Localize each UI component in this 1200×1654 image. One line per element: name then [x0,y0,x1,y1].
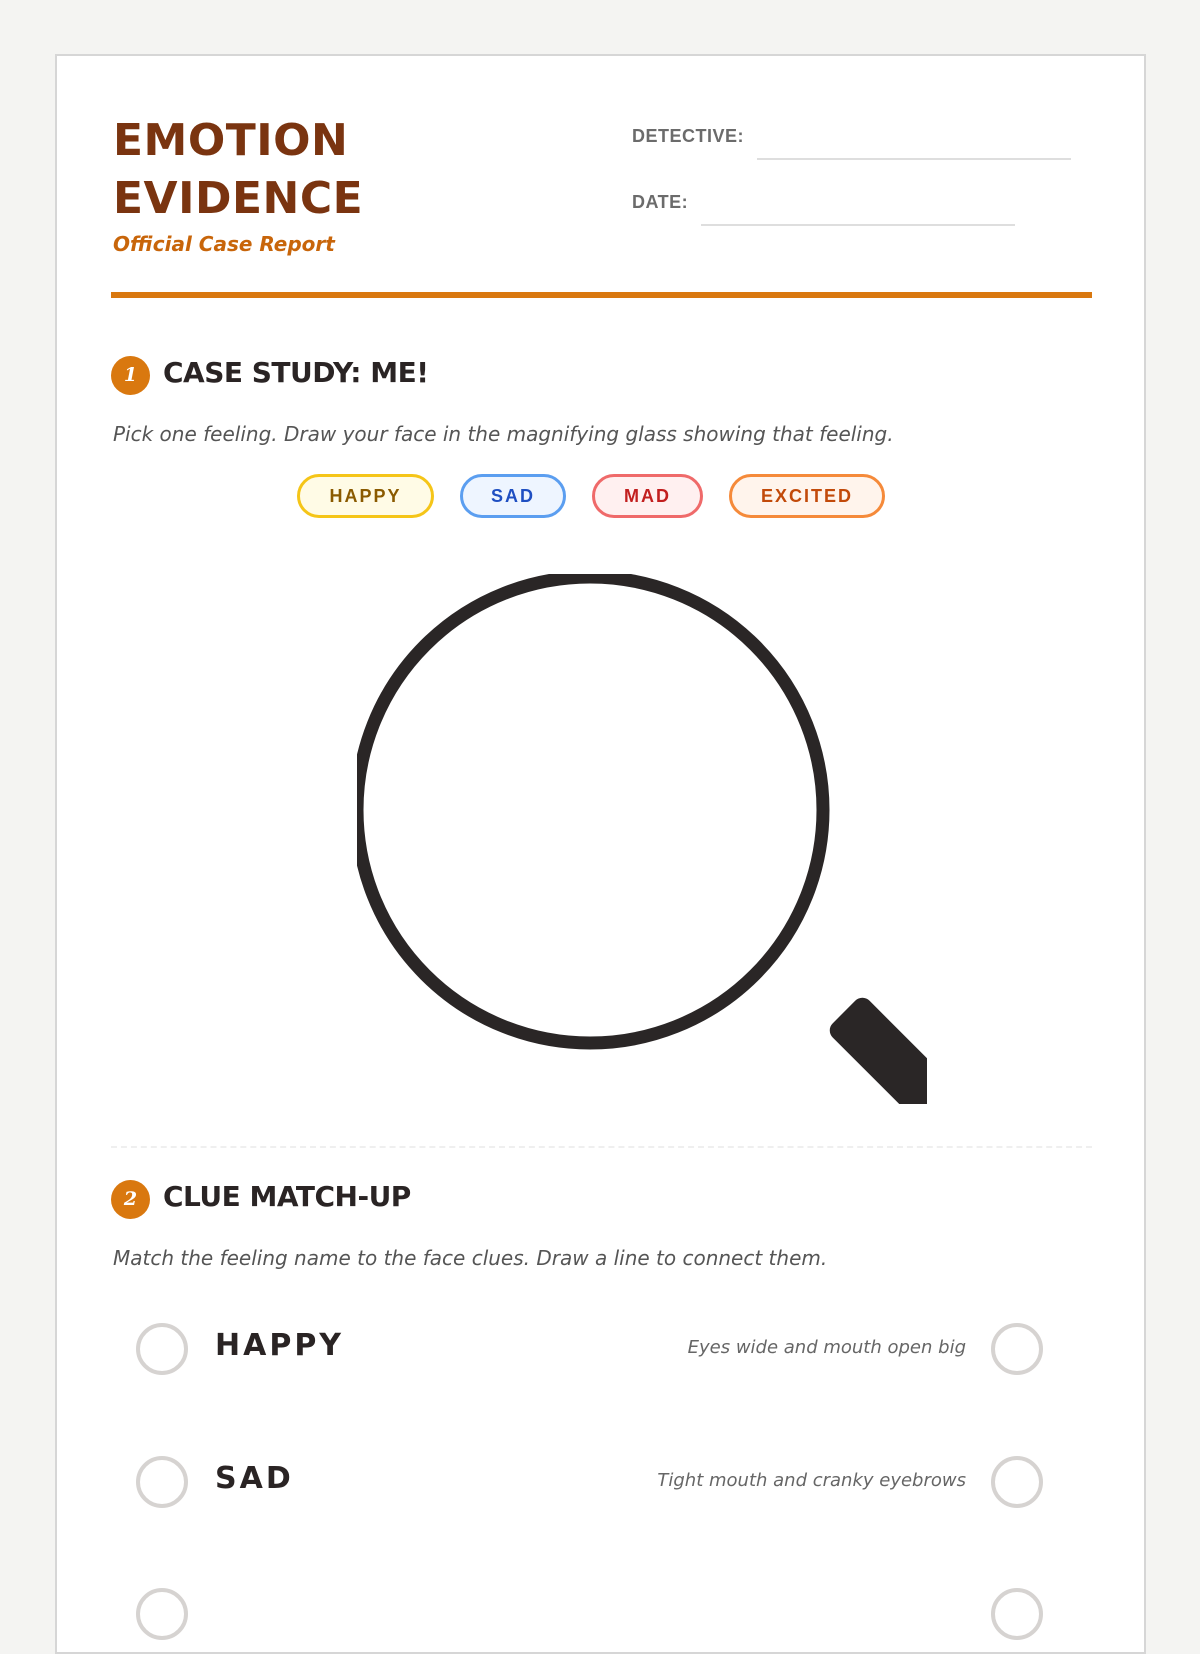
magnifier-handle [826,994,927,1104]
title-line-1: EMOTION [113,115,349,166]
date-field[interactable] [701,224,1015,226]
worksheet-page [55,54,1146,1654]
worksheet-subtitle: Official Case Report [113,232,335,256]
match-dot-right-2[interactable] [991,1456,1043,1508]
header-divider [111,292,1092,298]
worksheet-title [113,112,363,228]
section-2-instruction: Match the feeling name to the face clues. Draw a line to connect them. [113,1246,828,1270]
match-word-sad: SAD [215,1461,294,1496]
section-1-title: CASE STUDY: ME! [163,356,429,389]
magnifying-glass-drawing-area[interactable] [357,574,927,1104]
feeling-chip-happy[interactable]: HAPPY [297,474,434,518]
match-dot-left-1[interactable] [136,1323,188,1375]
match-dot-left-2[interactable] [136,1456,188,1508]
title-line-2: EVIDENCE [113,173,364,224]
step-2-badge: 2 [111,1180,150,1219]
step-1-badge: 1 [111,356,150,395]
section-2-title: CLUE MATCH-UP [163,1180,411,1213]
section-1-instruction: Pick one feeling. Draw your face in the magnifying glass showing that feeling. [113,422,894,446]
detective-field[interactable] [757,158,1071,160]
feeling-chip-excited[interactable]: EXCITED [729,474,885,518]
match-clue-2: Tight mouth and cranky eyebrows [657,1470,966,1491]
match-word-happy: HAPPY [215,1328,345,1363]
match-clue-1: Eyes wide and mouth open big [687,1337,966,1358]
match-dot-right-1[interactable] [991,1323,1043,1375]
match-dot-left-3[interactable] [136,1588,188,1640]
match-dot-right-3[interactable] [991,1588,1043,1640]
date-label: DATE: [632,192,689,212]
section-divider [111,1146,1092,1148]
feeling-chip-sad[interactable]: SAD [460,474,566,518]
detective-label: DETECTIVE: [632,126,745,146]
magnifier-lens[interactable] [357,577,823,1043]
feeling-chip-mad[interactable]: MAD [592,474,703,518]
